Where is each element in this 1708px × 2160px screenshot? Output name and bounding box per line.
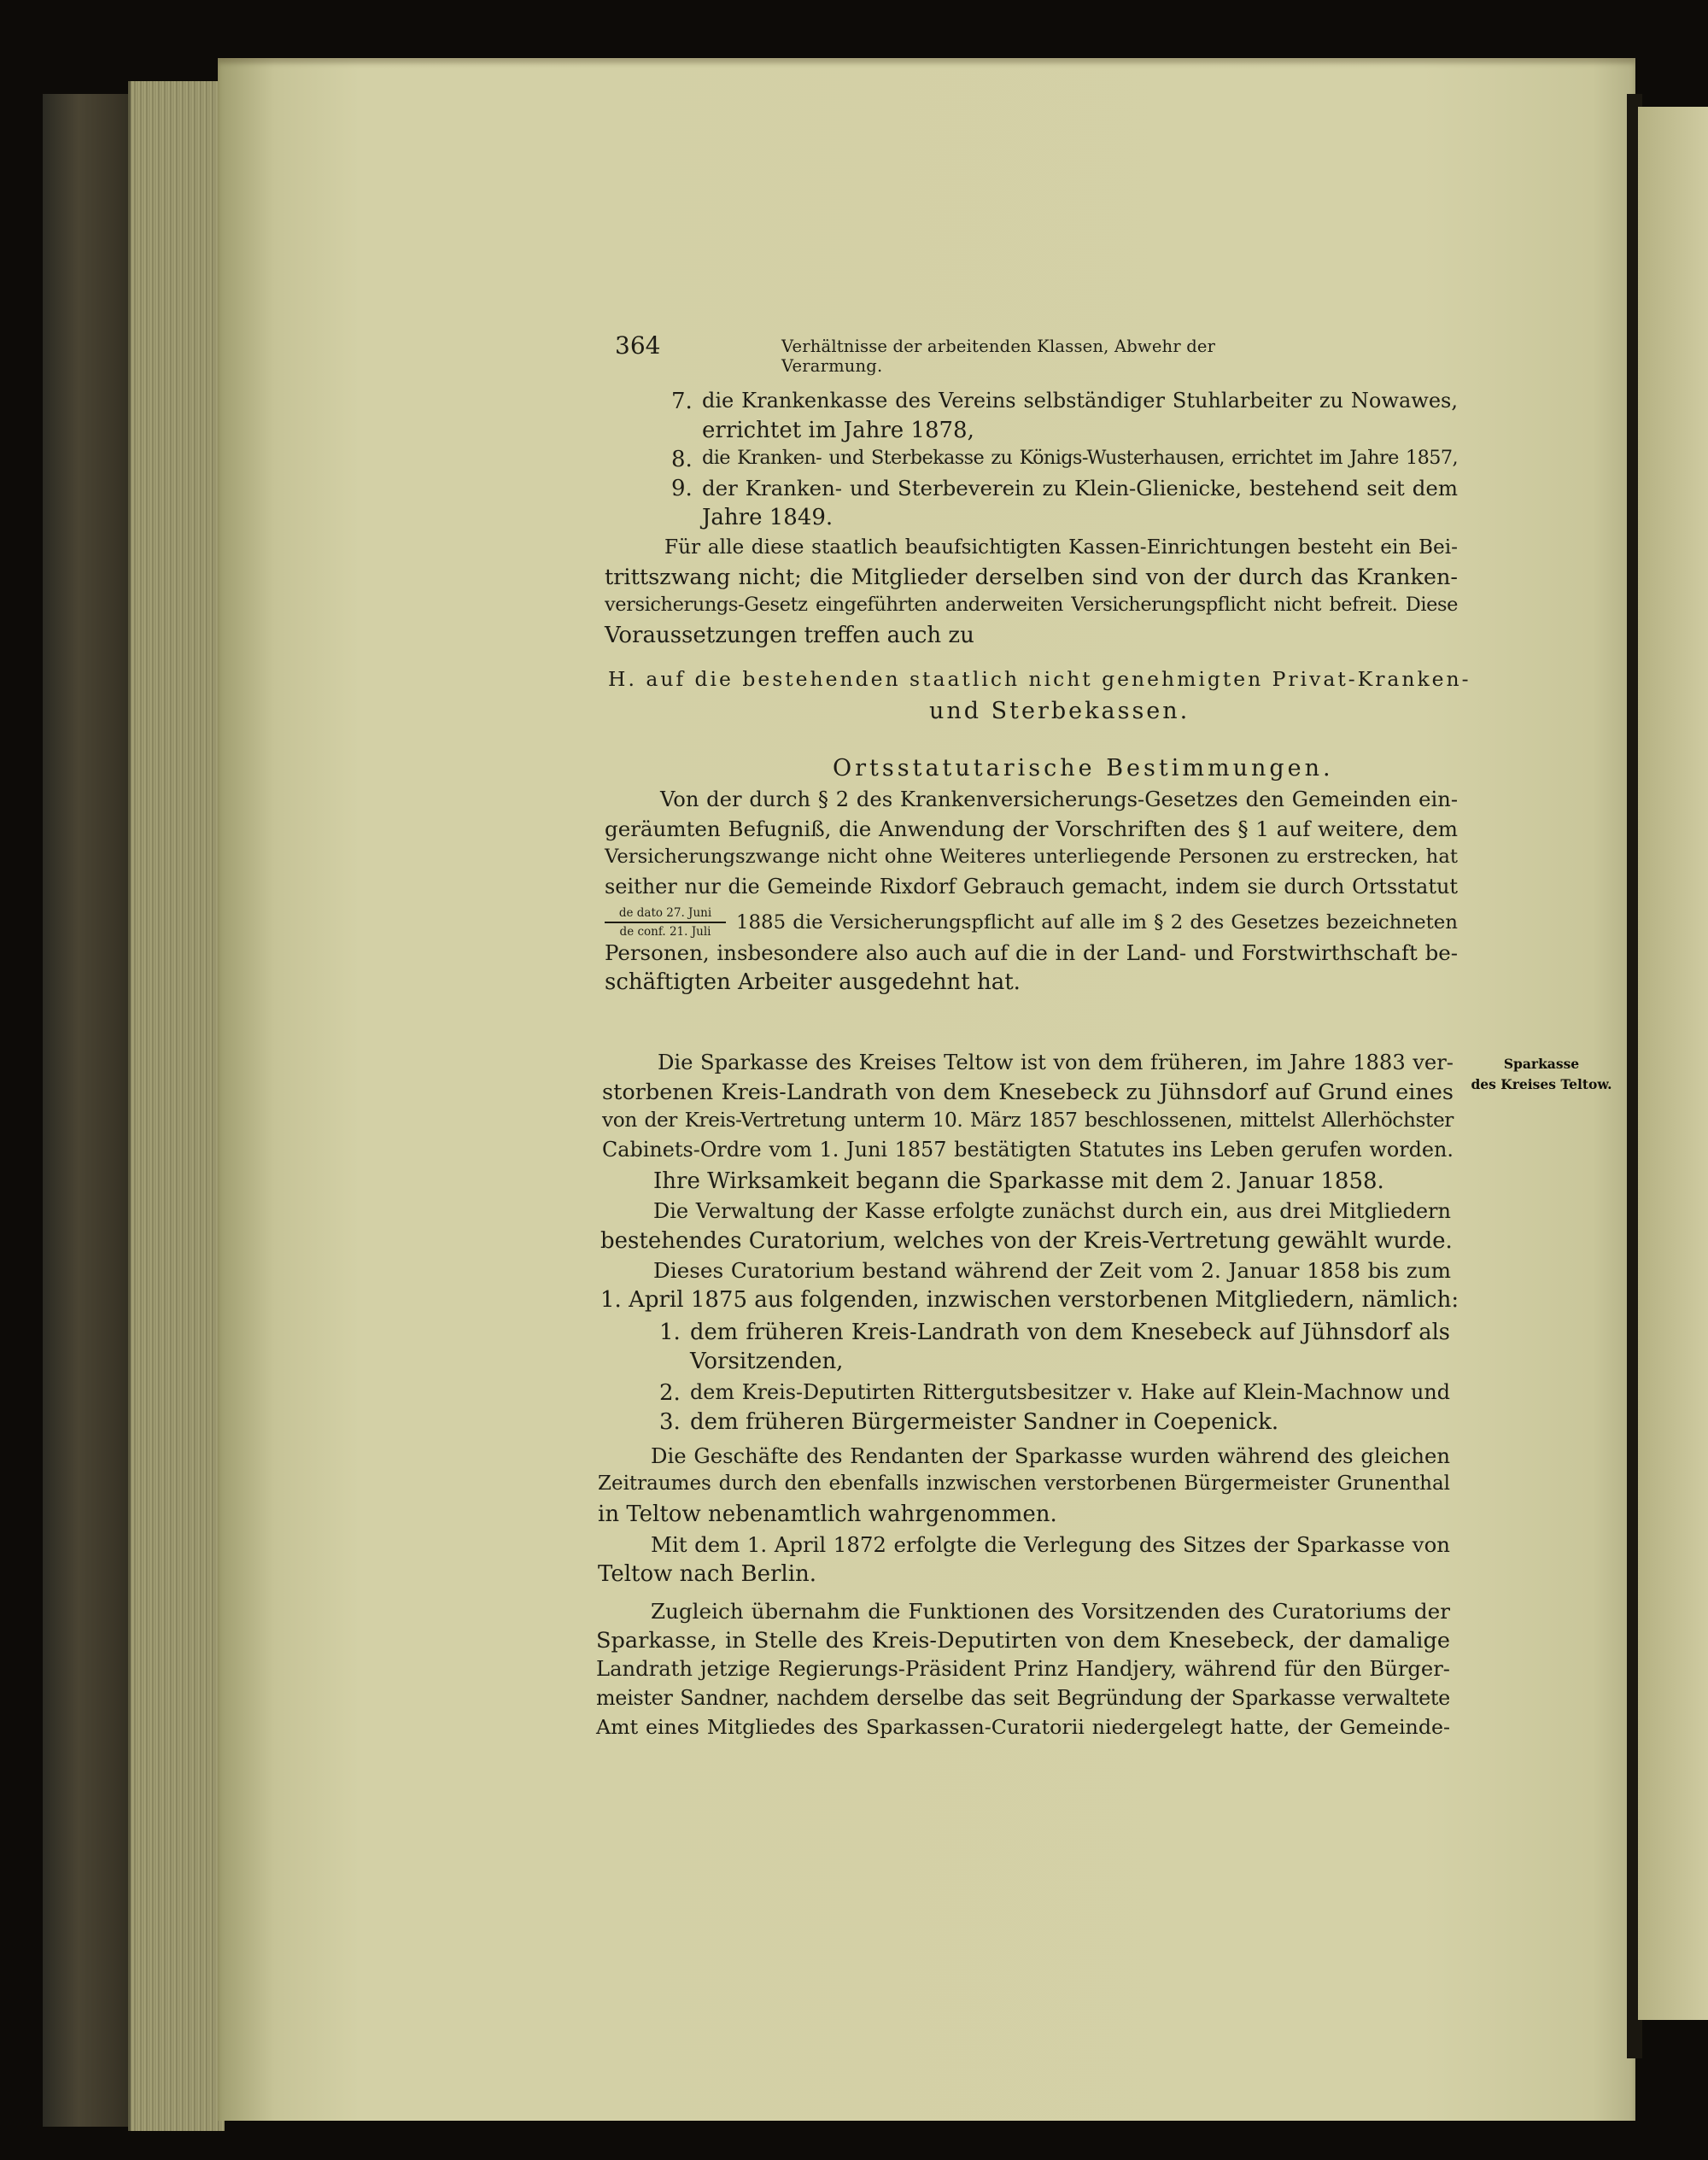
page-stack-edge	[128, 81, 225, 2131]
text-line: Für alle diese staatlich beaufsichtigten Kassen-Einrichtungen besteht ein Bei-	[664, 536, 1458, 559]
list-number: 2.	[659, 1380, 681, 1406]
text-line: trittszwang nicht; die Mitglieder derselben sind von der durch das Kranken-	[605, 565, 1458, 590]
text-line: Sparkasse, in Stelle des Kreis-Deputirten von dem Knesebeck, der damalige	[596, 1628, 1450, 1654]
list-item-text: Vorsitzenden,	[690, 1349, 844, 1374]
text-line: geräumten Befugniß, die Anwendung der Vorschriften des § 1 auf weitere, dem	[605, 817, 1458, 841]
text-line: Die Verwaltung der Kasse erfolgte zunächst durch ein, aus drei Mitgliedern	[653, 1199, 1451, 1223]
list-number: 1.	[659, 1320, 681, 1345]
margin-note	[1452, 1054, 1631, 1095]
text-line: Zeitraumes durch den ebenfalls inzwischen verstorbenen Bürgermeister Grunenthal	[598, 1472, 1450, 1495]
text-line: Die Sparkasse des Kreises Teltow ist von dem früheren, im Jahre 1883 ver-	[658, 1051, 1454, 1074]
text-line: Zugleich übernahm die Funktionen des Vorsitzenden des Curatoriums der	[651, 1599, 1450, 1624]
running-title: Verhältnisse der arbeitenden Klassen, Abwehr der Verarmung.	[781, 337, 1216, 376]
subheading: Ortsstatutarische Bestimmungen.	[833, 755, 1334, 781]
list-number: 9.	[671, 476, 693, 501]
list-number: 7.	[671, 389, 693, 414]
section-heading-line: H. auf die bestehenden staatlich nicht genehmigten Privat-Kranken-	[608, 667, 1471, 691]
text-line: seither nur die Gemeinde Rixdorf Gebrauch gemacht, indem sie durch Ortsstatut	[605, 875, 1458, 899]
fraction-top: de dato 27. Juni	[605, 905, 726, 923]
text-line: meister Sandner, nachdem derselbe das seit Begründung der Sparkasse verwaltete	[596, 1686, 1450, 1710]
list-item-text: die Kranken- und Sterbekasse zu Königs-Wusterhausen, errichtet im Jahre 1857,	[702, 447, 1458, 469]
text-line: versicherungs-Gesetz eingeführten anderweiten Versicherungspflicht nicht befreit. Diese	[605, 594, 1458, 616]
text-line: von der Kreis-Vertretung unterm 10. März 1857 beschlossenen, mittelst Allerhöchster	[602, 1109, 1454, 1132]
text-line: Von der durch § 2 des Krankenversicherungs-Gesetzes den Gemeinden ein-	[660, 787, 1458, 811]
text-line: Personen, insbesondere also auch auf die in der Land- und Forstwirthschaft be-	[605, 940, 1458, 965]
running-head	[615, 331, 1290, 376]
page-number: 364	[615, 331, 661, 360]
text-line: Dieses Curatorium bestand während der Zeit vom 2. Januar 1858 bis zum	[653, 1258, 1451, 1283]
text-line: 1. April 1875 aus folgenden, inzwischen verstorbenen Mitgliedern, nämlich:	[600, 1287, 1459, 1313]
text-line: schäftigten Arbeiter ausgedehnt hat.	[605, 969, 1021, 995]
text-line: Voraussetzungen treffen auch zu	[605, 623, 974, 648]
text-line: Cabinets-Ordre vom 1. Juni 1857 bestätigten Statutes ins Leben gerufen worden.	[602, 1138, 1454, 1162]
list-number: 3.	[659, 1409, 681, 1435]
facing-page-edge	[1638, 107, 1708, 2020]
list-item-text: Jahre 1849.	[702, 505, 834, 530]
text-line: Die Geschäfte des Rendanten der Sparkasse wurden während des gleichen	[651, 1443, 1450, 1468]
text-line: Amt eines Mitgliedes des Sparkassen-Curatorii niedergelegt hatte, der Gemeinde-	[596, 1715, 1450, 1739]
section-heading-line: und Sterbekassen.	[929, 698, 1190, 724]
text-line: Mit dem 1. April 1872 erfolgte die Verlegung des Sitzes der Sparkasse von	[651, 1532, 1450, 1557]
text-line: in Teltow nebenamtlich wahrgenommen.	[598, 1501, 1057, 1527]
text-line: bestehendes Curatorium, welches von der Kreis-Vertretung gewählt wurde.	[600, 1228, 1453, 1254]
text-line: Versicherungszwange nicht ohne Weiteres unterliegende Personen zu erstrecken, hat	[605, 846, 1458, 868]
list-item-text: dem früheren Bürgermeister Sandner in Coepenick.	[690, 1409, 1279, 1435]
margin-note-line: des Kreises Teltow.	[1471, 1076, 1612, 1092]
list-item-text: die Krankenkasse des Vereins selbständiger Stuhlarbeiter zu Nowawes,	[702, 389, 1458, 413]
list-item-text: der Kranken- und Sterbeverein zu Klein-Glienicke, bestehend seit dem	[702, 476, 1458, 500]
text-line: Teltow nach Berlin.	[598, 1561, 817, 1587]
margin-note-line: Sparkasse	[1503, 1056, 1580, 1072]
text-line: storbenen Kreis-Landrath von dem Knesebeck zu Jühnsdorf auf Grund eines	[602, 1080, 1454, 1105]
list-item-text: dem früheren Kreis-Landrath von dem Knesebeck auf Jühnsdorf als	[690, 1320, 1450, 1345]
list-number: 8.	[671, 447, 693, 472]
text-line: Landrath jetzige Regierungs-Präsident Prinz Handjery, während für den Bürger-	[596, 1657, 1450, 1681]
text-line: 1885 die Versicherungspflicht auf alle im § 2 des Gesetzes bezeichneten	[736, 911, 1458, 934]
list-item-text: errichtet im Jahre 1878,	[702, 418, 974, 443]
list-item-text: dem Kreis-Deputirten Rittergutsbesitzer v. Hake auf Klein-Machnow und	[690, 1380, 1450, 1404]
paragraph: Ihre Wirksamkeit begann die Sparkasse mit dem 2. Januar 1858.	[653, 1168, 1384, 1194]
fraction-bottom: de conf. 21. Juli	[619, 925, 711, 939]
date-fraction	[605, 905, 726, 940]
